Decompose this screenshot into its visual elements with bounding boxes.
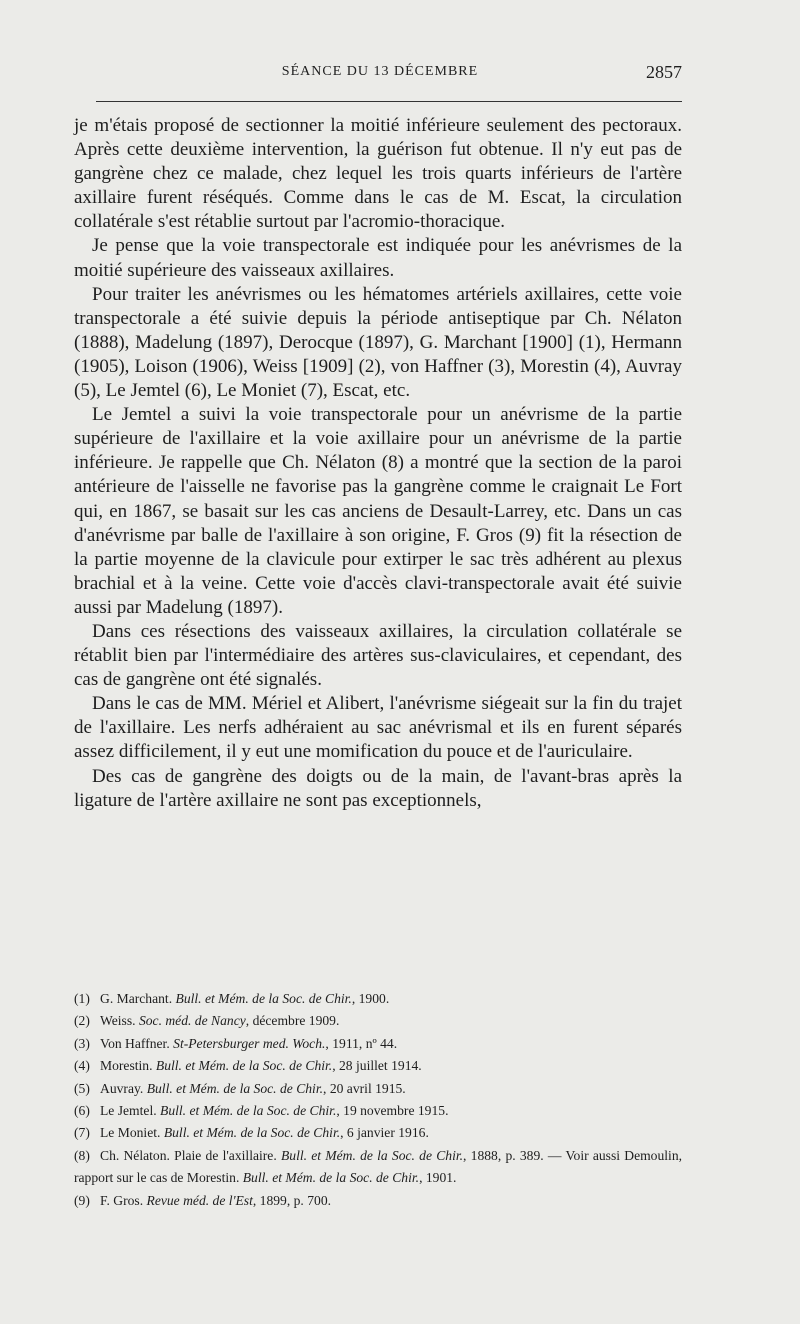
footnote-ref: , 1901.	[419, 1170, 457, 1186]
footnote-mark: (3)	[74, 1035, 90, 1051]
footnote-mark: (4)	[74, 1058, 90, 1074]
footnote	[64, 1078, 682, 1100]
footnote-mark: (1)	[74, 991, 90, 1006]
footnote	[64, 1055, 682, 1077]
footnote-author: G. Marchant.	[100, 991, 173, 1006]
footnote-author: Von Haffner.	[100, 1035, 170, 1051]
footnote-title: Bull. et Mém. de la Soc. de Chir.	[160, 1103, 337, 1119]
footnote-ref: , 1900.	[351, 991, 390, 1006]
footnote-mark: (8)	[74, 1147, 90, 1163]
footnote-title: Bull. et Mém. de la Soc. de Chir.	[163, 1125, 341, 1141]
page-number: 2857	[646, 62, 682, 82]
footnote-title: Bull. et Mém. de la Soc. de Chir.	[175, 991, 352, 1006]
footnote-author: Auvray.	[100, 1080, 144, 1096]
footnote-ref: , 6 janvier 1916.	[340, 1125, 429, 1141]
footnote-ref: , 1911, nº 44.	[325, 1035, 398, 1051]
footnote-title: Bull. et Mém. de la Soc. de Chir.	[155, 1058, 333, 1074]
footnote-ref: , 19 novembre 1915.	[336, 1103, 449, 1119]
footnote-title: Bull. et Mém. de la Soc. de Chir.	[146, 1080, 324, 1096]
footnote-author: Weiss.	[100, 1013, 136, 1029]
footnote-author: Le Moniet.	[100, 1125, 161, 1141]
footnote-mark: (7)	[74, 1125, 90, 1141]
footnote	[64, 1145, 682, 1190]
body-text	[74, 114, 682, 813]
footnote-author: Ch. Nélaton. Plaie de l'axillaire.	[100, 1147, 277, 1163]
footnote-title: Revue méd. de l'Est	[146, 1192, 253, 1208]
footnote	[64, 1190, 682, 1212]
paragraph: Je pense que la voie transpectorale est indiquée pour les anévrismes de la moitié supérieure des vaisseaux axillaires.	[74, 235, 682, 281]
footnotes	[64, 988, 682, 1212]
paragraph: Dans ces résections des vaisseaux axillaires, la circulation collatérale se rétablit bien par l'intermédiaire des artères sus-claviculaires, et cependant, des cas de gangrène ont été signalés.	[74, 620, 682, 691]
footnote	[64, 1010, 682, 1032]
running-title: SÉANCE DU 13 DÉCEMBRE	[281, 64, 479, 79]
paragraph: Pour traiter les anévrismes ou les hématomes artériels axillaires, cette voie transpectorale a été suivie depuis la période antiseptique par Ch. Nélaton (1888), Madelung (1897), Derocque (1897), G. Marchant [1900] (1), Hermann (1905), Loison (1906), Weiss [1909] (2), von Haffner (3), Morestin (4), Auvray (5), Le Jemtel (6), Le Moniet (7), Escat, etc.	[74, 283, 682, 402]
footnote	[64, 1100, 682, 1122]
footnote-mark: (5)	[74, 1080, 90, 1096]
footnote	[64, 1033, 682, 1055]
paragraph: Dans le cas de MM. Mériel et Alibert, l'anévrisme siégeait sur la fin du trajet de l'axillaire. Les nerfs adhéraient au sac anévrismal et ils en furent séparés assez difficilement, il y eut une momification du pouce et de l'auriculaire.	[74, 693, 682, 763]
footnote-title: Bull. et Mém. de la Soc. de Chir.	[242, 1170, 420, 1186]
footnote-author: Morestin.	[100, 1058, 153, 1074]
footnote-author: F. Gros.	[100, 1192, 144, 1208]
footnote-title: Soc. méd. de Nancy	[138, 1013, 246, 1029]
footnote	[64, 1122, 682, 1144]
footnote-ref: , 1899, p. 700.	[252, 1192, 332, 1208]
footnote-mark: (6)	[74, 1103, 90, 1119]
footnote-ref: , 28 juillet 1914.	[332, 1058, 422, 1074]
header-rule	[96, 101, 682, 102]
footnote-title: St-Petersburger med. Woch.	[173, 1035, 326, 1051]
footnote-author: Le Jemtel.	[100, 1103, 157, 1119]
page-header	[78, 60, 682, 90]
footnote-mark: (9)	[74, 1192, 90, 1208]
footnote-title: Bull. et Mém. de la Soc. de Chir.	[280, 1147, 464, 1163]
paragraph: je m'étais proposé de sectionner la moitié inférieure seulement des pectoraux. Après cette deuxième intervention, la guérison fut obtenue. Il n'y eut pas de gangrène chez ce malade, chez lequel les trois quarts inférieurs de l'artère axillaire furent réséqués. Comme dans le cas de M. Escat, la circulation collatérale s'est rétablie surtout par l'acromio-thoracique.	[74, 115, 682, 233]
paragraph: Des cas de gangrène des doigts ou de la main, de l'avant-bras après la ligature de l'artère axillaire ne sont pas exceptionnels,	[74, 765, 682, 811]
footnote	[64, 988, 682, 1010]
footnote-ref: , 20 avril 1915.	[323, 1080, 406, 1096]
footnote-ref: , décembre 1909.	[245, 1013, 340, 1029]
paragraph: Le Jemtel a suivi la voie transpectorale pour un anévrisme de la partie supérieure de l'axillaire et la voie axillaire pour un anévrisme de la partie inférieure. Je rappelle que Ch. Nélaton (8) a montré que la section de la paroi antérieure de l'aisselle ne favorise pas la gangrène comme le craignait Le Fort qui, en 1867, se basait sur les cas anciens de Desault-Larrey, etc. Dans un cas d'anévrisme par balle de l'axillaire à son origine, F. Gros (9) fit la résection de la partie moyenne de la clavicule pour extirper le sac très adhérent au plexus brachial et à la veine. Cette voie d'accès clavi-transpectorale avait été suivie aussi par Madelung (1897).	[74, 404, 682, 618]
footnote-mark: (2)	[74, 1013, 90, 1029]
footnote-ref: , 1888, p. 389. — Voir aussi Demoulin, rapport sur le cas de Morestin.	[74, 1147, 683, 1186]
